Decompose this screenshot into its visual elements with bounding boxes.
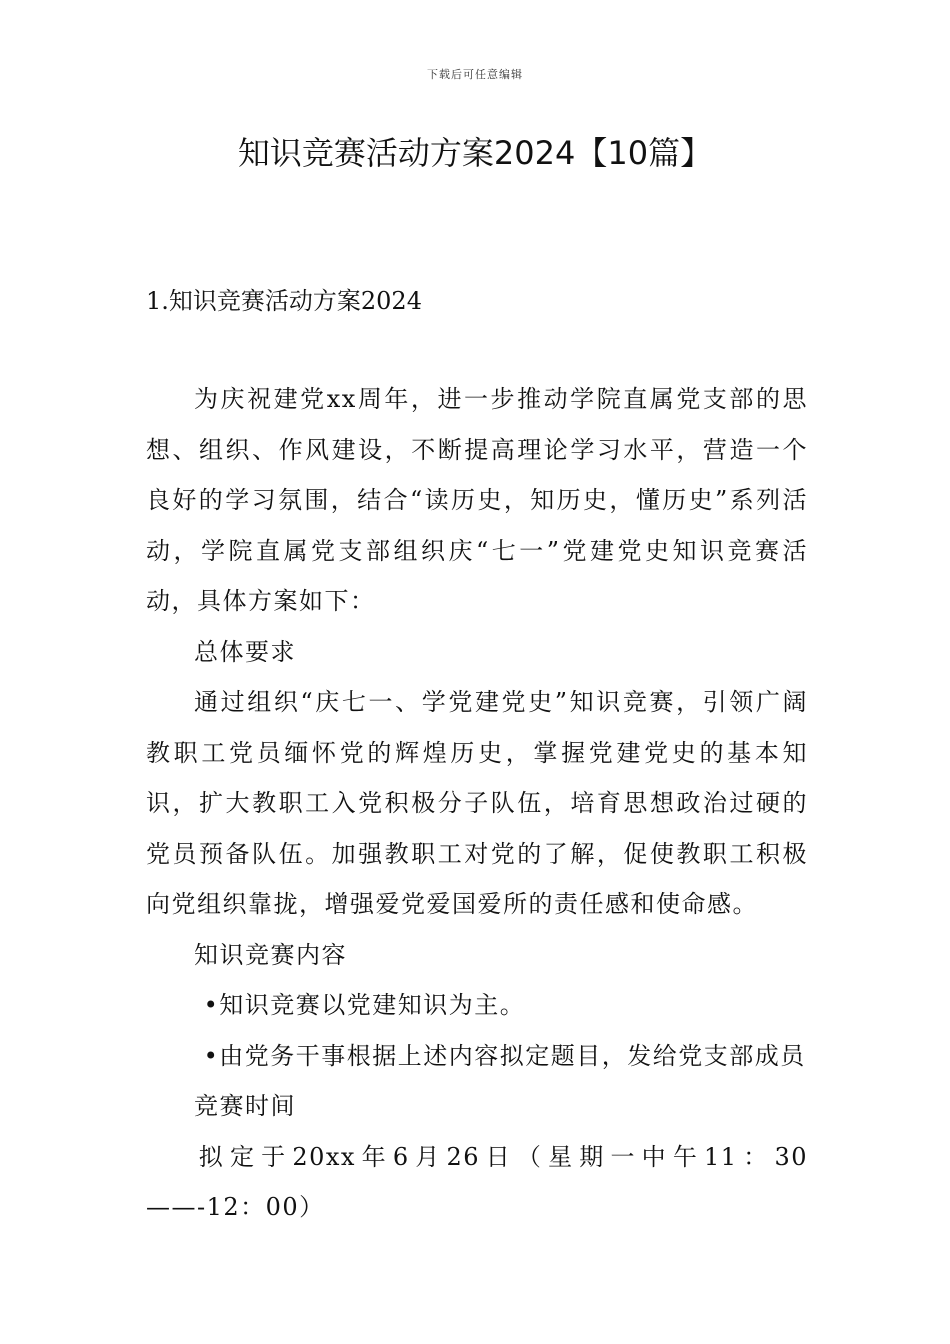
- content-heading: 知识竞赛内容: [194, 940, 347, 969]
- header-note: 下载后可任意编辑: [427, 68, 523, 81]
- content-bullet-1: •知识竞赛以党建知识为主。: [203, 991, 526, 1019]
- requirements-heading: 总体要求: [194, 637, 296, 666]
- requirements-paragraph: 通过组织“庆七一、学党建党史”知识竞赛，引领广阔教职工党员缅怀党的辉煌历史，掌握党建党史的基本知识，扩大教职工入党积极分子队伍，培育思想政治过硬的党员预备队伍。加强教职工对党的了解，促使教职工积极向党组织靠拢，增强爱党爱国爱所的责任感和使命感。: [146, 688, 808, 918]
- section-body: [146, 374, 808, 1233]
- time-paragraph: 拟定于20xx年6月26日（星期一中午11：30——-12：00）: [146, 1142, 808, 1221]
- section-heading: 1.知识竞赛活动方案2024: [146, 287, 422, 315]
- document-title: 知识竞赛活动方案2024【10篇】: [237, 134, 713, 172]
- time-heading: 竞赛时间: [194, 1092, 296, 1120]
- content-bullet-2: •由党务干事根据上述内容拟定题目，发给党支部成员: [203, 1041, 806, 1070]
- intro-paragraph: 为庆祝建党xx周年，进一步推动学院直属党支部的思想、组织、作风建设，不断提高理论学习水平，营造一个良好的学习氛围，结合“读历史，知历史，懂历史”系列活动，学院直属党支部组织庆“七一”党建党史知识竞赛活动，具体方案如下：: [146, 385, 808, 615]
